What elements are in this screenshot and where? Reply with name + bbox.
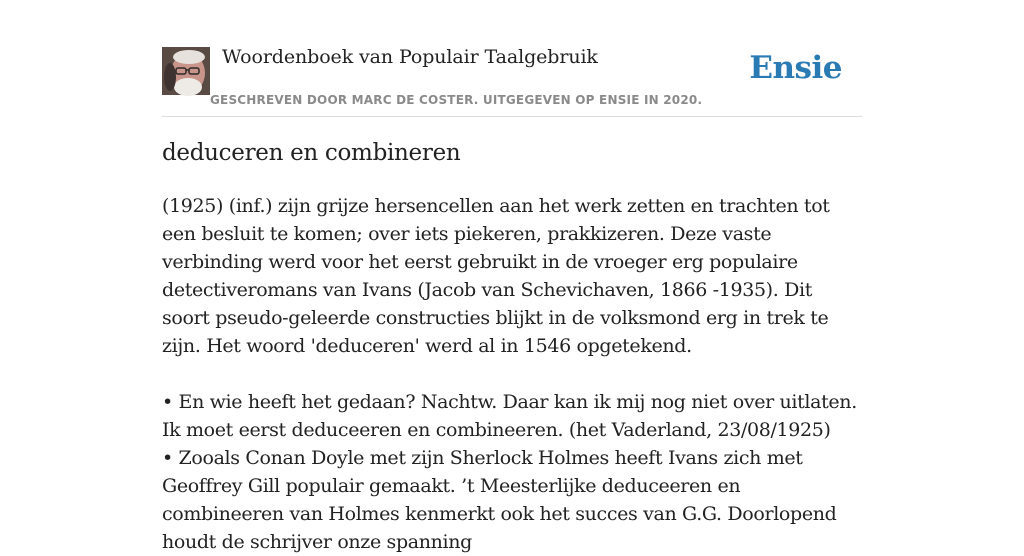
ensie-logo[interactable]: Ensie xyxy=(749,50,842,86)
entry-term: deduceren en combineren xyxy=(162,140,461,166)
entry-body xyxy=(162,192,862,556)
entry-definition: (1925) (inf.) zijn grijze hersencellen aan het werk zetten en trachten tot een besluit te komen; over iets piekeren, prakkizeren. Deze vaste verbinding werd voor het eerst gebruikt in de vroeger erg populaire detectiveromans van Ivans (Jacob van Schevichaven, 1866 -1935). Dit soort pseudo-geleerde constructies blijkt in de volksmond erg in trek te zijn. Het woord 'deduceren' werd al in 1546 opgetekend. xyxy=(162,195,830,357)
dictionary-header xyxy=(162,44,862,117)
paragraph-gap xyxy=(162,360,862,388)
example-quote: • En wie heeft het gedaan? Nachtw. Daar kan ik mij nog niet over uitlaten. Ik moet eerst deduceeren en combineeren. (het Vaderland, 23/08/1925) xyxy=(162,391,857,441)
author-avatar[interactable] xyxy=(162,47,210,95)
author-byline: GESCHREVEN DOOR MARC DE COSTER. UITGEGEVEN OP ENSIE IN 2020. xyxy=(210,93,703,107)
author-photo-icon xyxy=(162,47,210,95)
dictionary-title[interactable]: Woordenboek van Populair Taalgebruik xyxy=(222,46,598,68)
example-quote: • Zooals Conan Doyle met zijn Sherlock Holmes heeft Ivans zich met Geoffrey Gill populair gemaakt. ’t Meesterlijke deduceeren en combineeren van Holmes kenmerkt ook het succes van G.G. Doorlopend houdt de schrijver onze spanning xyxy=(162,447,837,553)
